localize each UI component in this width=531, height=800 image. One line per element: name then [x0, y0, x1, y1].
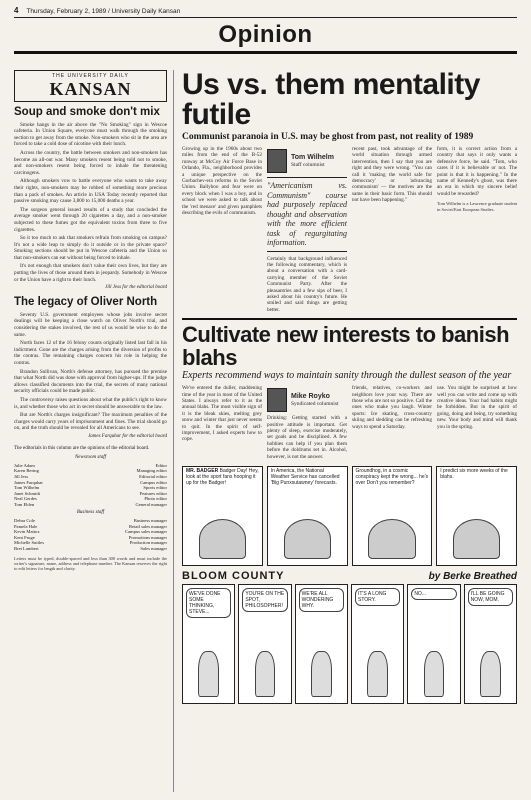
cartoon-panel	[267, 466, 348, 566]
staff-role: Managing editor	[136, 468, 167, 474]
story-text: Drinking: Getting started with a positive attitude is important. Get plenty of sleep, exercise moderately, set goals and be disciplined. A few hobbies can help if you plan them before the doldrums set in. Alcohol, however, is not the answer.	[267, 415, 347, 460]
editorial-cartoons	[182, 466, 517, 566]
staff-name: Kevin Mattox	[14, 529, 40, 535]
second-story-column	[437, 385, 517, 460]
staff-name: Karen Bering	[14, 468, 39, 474]
staff-role: Editorial editor	[139, 473, 167, 479]
section-divider	[182, 318, 517, 320]
pull-quote: "Americanism vs. Communism" course had purposely replaced thought and observation with the more efficient task of regurgitating information.	[267, 177, 347, 252]
section-title: Opinion	[14, 21, 517, 54]
strip-panel	[295, 584, 348, 704]
cartoon-figure	[199, 519, 246, 559]
staff-name: Tom Eblen	[14, 501, 35, 507]
staff-name: Michelle Suttles	[14, 540, 44, 546]
author-name: Mike Royko	[291, 392, 330, 400]
main-story-column	[437, 146, 517, 313]
right-column	[182, 70, 517, 792]
story-text: friends, relatives, co-workers and neighbors love your way. There are those who are not so positive. Call the ones who make you laugh. Winter sports: Ice skating, cross-country skiing and sledding can be refreshing ways to spend a Saturday.	[352, 385, 432, 430]
character-figure	[480, 651, 501, 697]
second-story-column	[182, 385, 262, 460]
author-role: Syndicated columnist	[291, 400, 339, 407]
speech-bubble: YOU'RE ON THE SPOT, PHILOSOPHER!	[242, 588, 287, 612]
business-list	[14, 518, 167, 552]
section-header	[14, 21, 517, 54]
character-figure	[255, 651, 276, 697]
strip-panel	[238, 584, 291, 704]
staff-name: Neal Gerdes	[14, 496, 37, 502]
staff-role: General manager	[135, 501, 167, 507]
editorial-paragraph: The controversy raises questions about what the public's right to know is, and whether those who act in secret should be answerable to the law.	[14, 396, 167, 410]
page-columns	[14, 70, 517, 792]
second-deck: Experts recommend ways to maintain sanity through the dullest season of the year	[182, 370, 512, 382]
second-story-column	[352, 385, 432, 460]
editorial-paragraph: So it too much to ask that smokers refrain from smoking on campus? It's not a wide leap to simply do it outside or in the private space? Smoking sections should be put in Wescoe cafeteria and the Union so that non-smokers can eat without being forced to inhale.	[14, 235, 167, 261]
staff-role: Promotions manager	[128, 534, 167, 540]
editorial-body-north	[14, 312, 167, 432]
cartoon-panel	[352, 466, 433, 566]
cartoon-title: MR. BADGER	[186, 468, 219, 474]
story-text: form, it is correct action from a country that says it only wants a defensive force, he said. "Tom, who cares if it is believable or not. The point is that it is happening." In the name of Kennedy's ghost, was there an era in which my sincere belief would be rewarded?	[437, 146, 517, 197]
staff-name: Julie Adam	[14, 462, 35, 468]
staff-role: Campus editor	[140, 479, 167, 485]
cartoon-figure	[284, 519, 331, 559]
author-note: Tom Wilhelm is a Lawrence graduate student in Soviet/East European Studies.	[437, 201, 517, 212]
second-headline: Cultivate new interests to banish blahs	[182, 322, 510, 371]
staff-name: Bret Lambert	[14, 546, 39, 552]
editorial-paragraph: Smoke hangs in the air above the "No Smoking" sign in Wescoe cafeteria. In Union Square, everyone must walk through the smoking section to get away from the smoke. Non-smokers who sit in the area are forced to take a cold dose of nicotine with their lunch.	[14, 121, 167, 148]
staff-intro: The editorials in this column are the opinions of the editorial board.	[14, 445, 150, 451]
cartoon-panel	[436, 466, 517, 566]
author-photo	[267, 388, 287, 412]
main-story-column	[182, 146, 262, 313]
comic-strip-title: BLOOM COUNTY	[182, 570, 285, 582]
cartoon-figure	[368, 519, 415, 559]
staff-heading: Newsroom staff	[74, 455, 107, 461]
staff-role: Business manager	[133, 518, 167, 524]
staff-name: Jill Jess	[14, 473, 29, 479]
editorial-signature: Jill Jess for the editorial board	[105, 285, 167, 291]
staff-list	[14, 463, 167, 508]
second-story	[182, 385, 517, 460]
strip-panel	[182, 584, 235, 704]
staff-role: Editor	[155, 462, 167, 468]
letters-policy: Letters must be typed, double-spaced and less than 300 words and must include the writer's signature, name, address and telephone number. The Kansan reserves the right to edit letters for length and clarity.	[14, 555, 167, 572]
staff-role: Production manager	[129, 540, 167, 546]
speech-bubble: WE'RE ALL WONDERING WHY.	[299, 588, 344, 612]
staff-name: Pamela Hale	[14, 523, 38, 529]
cartoon-caption	[186, 469, 259, 486]
cartoon-text: Badger Day! Hey, look at the sport fans hooping it up for the Badger!	[186, 468, 259, 486]
editorial-paragraph: North faces 12 of the 16 felony counts originally listed last fall in his indictment. Gone are the charges arising from the diversion of profits to the contras. The remaining charges concern his role in helping the contras.	[14, 340, 167, 366]
comic-strip-author: by Berke Breathed	[428, 570, 517, 582]
character-figure	[311, 651, 332, 697]
editorial-signature: James Farquhar for the editorial board	[88, 433, 167, 439]
cartoon-text: I predict six more weeks of the blahs.	[440, 468, 508, 480]
strip-panel	[407, 584, 460, 704]
staff-role: Sales manager	[140, 546, 167, 552]
date-line: Thursday, February 2, 1989 / University Daily Kansan	[26, 8, 181, 15]
editorial-body-soup	[14, 122, 167, 284]
story-text: Growing up in the 1960s about two miles from the end of the B-52 runway at McCoy Air Force Base in Orlando, Fla., neighborhood provides a unique perspective on the Gorbachev-era reforms in the Soviet Union. Ballyhoo and fear were on every block when I was a boy, and in school we were asked to talk about the 'red menace' and given pamphlets describing the evils of communism.	[182, 146, 262, 217]
speech-bubble: IT'S A LONG STORY.	[355, 588, 400, 606]
byline-royko	[267, 388, 347, 412]
comic-strip-header	[182, 570, 517, 582]
strip-panel	[464, 584, 517, 704]
editorial-paragraph: It's not enough that smokers don't value their own lives, but they are putting the lives of those around them in jeopardy. Somebody in Wescoe or the Union have a right to their lunch.	[14, 263, 167, 283]
masthead	[14, 70, 167, 102]
editorial-paragraph: Although smokers vow to battle everyone who wants to take away their rights, non-smokers may be robbed of something more precious than a pack of smokes. An article in USA Today recently reported that passive smoking may cause 3,800 to 15,000 deaths a year.	[14, 178, 167, 205]
story-text: recent past, took advantage of the world situation through armed intervention, then I say that you are right and they were wrong. "You can call it 'making the world safe for democracy' or 'advancing communism' — the motives are the same in their basic form. This should not have been happening."	[352, 146, 432, 204]
cartoon-panel	[182, 466, 263, 566]
character-figure	[424, 651, 445, 697]
masthead-big: KANSAN	[49, 78, 132, 99]
staff-role: Features editor	[139, 490, 167, 496]
staff-role: Sports editor	[143, 485, 167, 491]
author-photo	[267, 149, 287, 173]
main-deck: Communist paranoia in U.S. may be ghost from past, not reality of 1989	[182, 132, 474, 142]
editorial-title-north: The legacy of Oliver North	[14, 295, 158, 308]
speech-bubble: I'LL BE GOING NOW, MOM.	[468, 588, 513, 606]
editorial-paragraph: Brandon Sullivan, North's defense attorney, has pursued the premise that what North did was done with approval from higher-ups. If the judge allows classified documents into the trial, the secrets of many national security officials could be made public.	[14, 368, 167, 395]
main-story	[182, 146, 517, 313]
cartoon-figure	[453, 519, 500, 559]
speech-bubble: NO...	[411, 588, 456, 600]
cartoon-text: Groundhog, in a cosmic conspiracy kept the wrong... he's over Don't you remember?	[355, 468, 429, 486]
author-role: Staff columnist	[291, 161, 325, 168]
staff-name: Kent Fruge	[14, 534, 35, 540]
page-topline	[14, 6, 517, 18]
staff-name: Janet Schmidt	[14, 490, 40, 496]
comic-strip	[182, 584, 517, 704]
character-figure	[198, 651, 219, 697]
byline-wilhelm	[267, 149, 347, 173]
main-story-column	[267, 146, 347, 313]
staff-name: Debra Cole	[14, 518, 36, 524]
staff-role: Retail sales manager	[128, 523, 167, 529]
editorial-paragraph: But are North's charges insignificant? The maximum penalties of the charges would carry years of imprisonment and fines. The trial should go on, and the truth should be revealed for all Americans to see.	[14, 412, 167, 432]
story-text: Certainly that background influenced the following commentary, which is about a conversation with a card-carrying member of the Soviet Communist Party. After the pleasantries and a few sips of beer, I asked about his country's future. He smiled and said things are getting better.	[267, 255, 347, 313]
masthead-small: THE UNIVERSITY DAILY	[52, 73, 129, 79]
story-text: We've entered the duller, maddening time of the year in most of the United States. I always refer to it as the annual blahs. The most visible sign of it is the bleak skies, melting grey snow and winter that just never seems to quit. In the spirit of self-improvement, I asked experts how to cope.	[182, 385, 262, 443]
main-headline: Us vs. them mentality futile	[182, 70, 480, 131]
staff-role: Campus sales manager	[124, 529, 167, 535]
character-figure	[367, 651, 388, 697]
business-heading: Business staff	[76, 510, 105, 516]
second-story-column	[267, 385, 347, 460]
editorial-paragraph: Seventy U.S. government employees whose jobs involve secret dealings will be keeping a close watch on Oliver North's trial, and considering the stakes involved, the rest of us would be wise to do the same.	[14, 311, 167, 338]
staff-role: Photo editor	[144, 496, 167, 502]
editorial-paragraph: Across the country, the battle between smokers and non-smokers has become an all-out war. Many smokers resent being told not to smoke, and non-smokers resent being forced to inhale the threatening carcinogens.	[14, 149, 167, 176]
speech-bubble: WE'VE DONE SOME THINKING, STEVE...	[186, 588, 231, 618]
staff-name: Tom Wilhelm	[14, 485, 40, 491]
left-column	[14, 70, 174, 792]
author-name: Tom Wilhelm	[291, 153, 334, 161]
strip-panel	[351, 584, 404, 704]
page-number: 4	[14, 6, 19, 15]
cartoon-text: In America, the National Weather Service has cancelled 'Big Punxsutawney' forecasts.	[270, 468, 340, 486]
story-text: use. You might be surprised at how well you can write and come up with creative ideas. Your bad habits might be forbidden. But in the spirit of going, doing and being, try something new. Your body and mind will thank you in the spring.	[437, 385, 517, 430]
editorial-paragraph: The surgeon general issued results of a study that concluded the average smoker went through 20 cigarettes a day, and a non-smoker subjected to these fumes got the equivalent toxins from three to five cigarettes.	[14, 206, 167, 233]
main-story-column	[352, 146, 432, 313]
staff-name: James Farquhar	[14, 479, 43, 485]
editorial-title-soup: Soup and smoke don't mix	[14, 105, 160, 118]
